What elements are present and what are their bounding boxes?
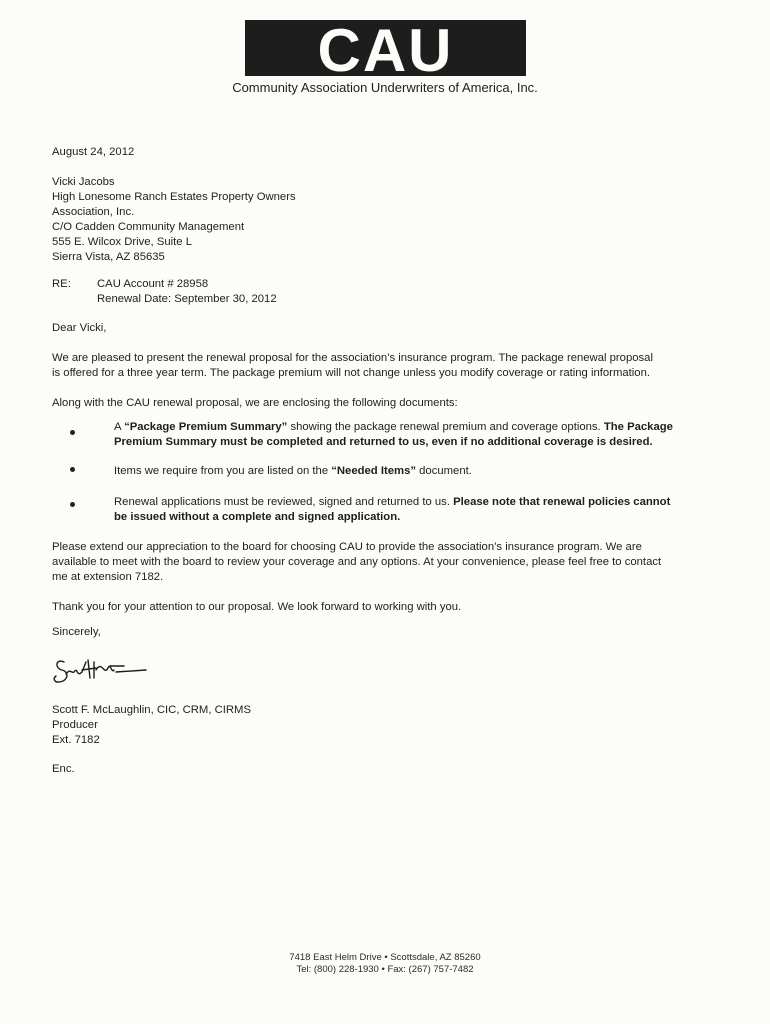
bullet-item: [114, 420, 734, 450]
paragraph-line: Please extend our appreciation to the board for choosing CAU to provide the association’s insurance program. We are: [52, 541, 642, 553]
company-logo: [245, 17, 526, 84]
paragraph-line: available to meet with the board to review your coverage and any options. At your convenience, please feel free to contact: [52, 556, 662, 568]
re-block: [97, 277, 277, 307]
paragraph-enclosures: [52, 396, 732, 411]
footer: [0, 952, 770, 976]
bullet-icon: [70, 430, 75, 435]
bullet-text: showing the package renewal premium and coverage options.: [287, 421, 604, 433]
paragraph-appreciation: [52, 540, 732, 585]
paragraph-line: Thank you for your attention to our proposal. We look forward to working with you.: [52, 601, 462, 613]
bullet-text: Items we require from you are listed on the: [114, 465, 332, 477]
paragraph-line: me at extension 7182.: [52, 571, 164, 583]
bullet-item: [114, 495, 734, 525]
paragraph-line: We are pleased to present the renewal proposal for the association’s insurance program. The package renewal proposal: [52, 352, 653, 364]
bullet-bold: “Package Premium Summary”: [124, 421, 288, 433]
bullet-bold: Premium Summary must be completed and returned to us, even if no additional coverage is desired.: [114, 436, 653, 448]
bullet-bold: The Package: [603, 421, 673, 433]
recipient-care-of: C/O Cadden Community Management: [52, 221, 245, 233]
re-label: RE:: [52, 278, 71, 290]
bullet-bold: be issued without a complete and signed application.: [114, 511, 401, 523]
paragraph-line: Along with the CAU renewal proposal, we are enclosing the following documents:: [52, 397, 458, 409]
paragraph-thanks: [52, 600, 732, 615]
re-account: CAU Account # 28958: [97, 278, 209, 290]
paragraph-intro: [52, 351, 732, 381]
salutation: Dear Vicki,: [52, 322, 107, 334]
bullet-text: document.: [416, 465, 472, 477]
recipient-address: [52, 175, 296, 265]
paragraph-line: is offered for a three year term. The package premium will not change unless you modify coverage or rating information.: [52, 367, 650, 379]
company-name: Community Association Underwriters of America, Inc.: [232, 80, 538, 95]
re-renewal-date: Renewal Date: September 30, 2012: [97, 293, 277, 305]
bullet-bold: Please note that renewal policies cannot: [453, 496, 671, 508]
bullet-text: Renewal applications must be reviewed, signed and returned to us.: [114, 496, 454, 508]
letter-date: August 24, 2012: [52, 146, 135, 158]
logo-text: CAU: [317, 17, 454, 84]
bullet-icon: [70, 502, 75, 507]
recipient-street: 555 E. Wilcox Drive, Suite L: [52, 236, 193, 248]
footer-address: 7418 East Helm Drive • Scottsdale, AZ 85260: [289, 952, 481, 963]
bullet-text: A: [114, 421, 125, 433]
signer-name: Scott F. McLaughlin, CIC, CRM, CIRMS: [52, 704, 251, 716]
footer-phones: Tel: (800) 228-1930 • Fax: (267) 757-7482: [296, 964, 474, 975]
bullet-item: [114, 464, 734, 479]
signer-title: Producer: [52, 719, 98, 731]
signer-extension: Ext. 7182: [52, 734, 100, 746]
signer-block: [52, 703, 251, 748]
recipient-city-state-zip: Sierra Vista, AZ 85635: [52, 251, 165, 263]
enclosure-note: Enc.: [52, 763, 75, 775]
bullet-icon: [70, 467, 75, 472]
closing: Sincerely,: [52, 626, 101, 638]
recipient-name: Vicki Jacobs: [52, 176, 115, 188]
recipient-org-line1: High Lonesome Ranch Estates Property Owners: [52, 191, 296, 203]
handwritten-signature: [52, 648, 152, 688]
recipient-org-line2: Association, Inc.: [52, 206, 135, 218]
bullet-bold: “Needed Items”: [331, 465, 417, 477]
